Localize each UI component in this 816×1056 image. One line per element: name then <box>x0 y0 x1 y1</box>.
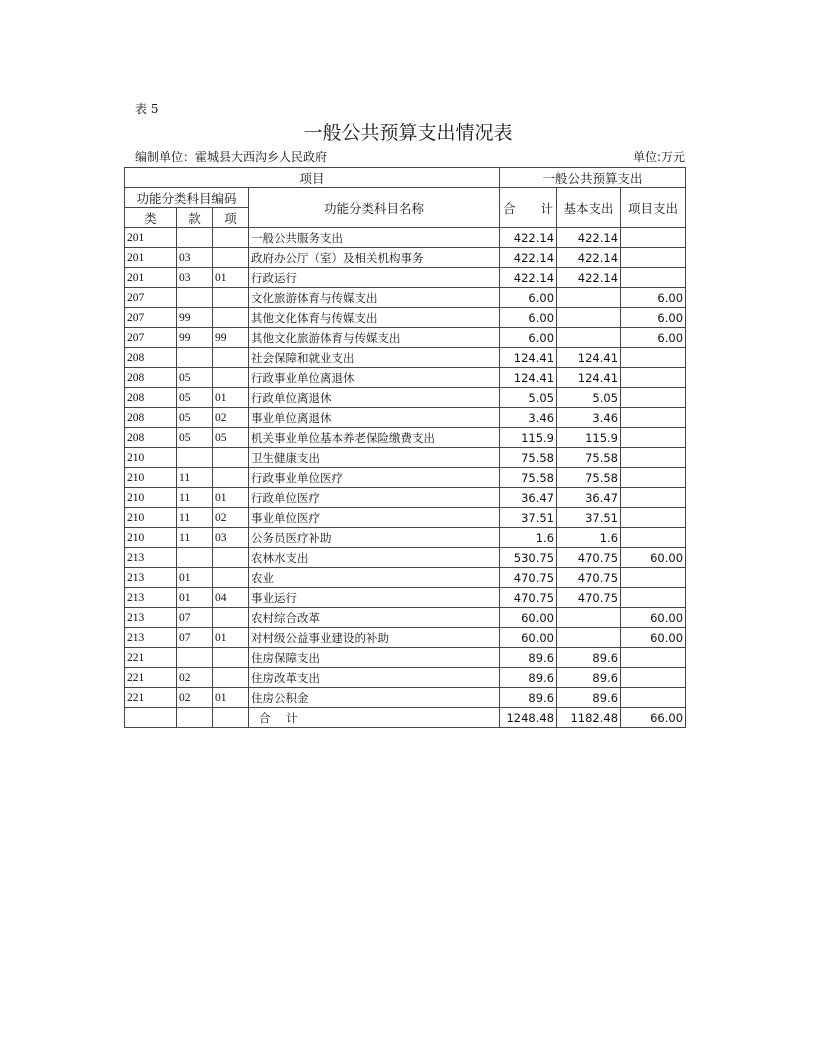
cell-basic: 422.14 <box>557 228 621 248</box>
cell-xiang <box>213 248 249 268</box>
cell-project: 66.00 <box>621 708 686 728</box>
cell-lei: 207 <box>125 308 177 328</box>
cell-xiang: 01 <box>213 688 249 708</box>
table-row <box>125 488 686 508</box>
header-budget: 一般公共预算支出 <box>500 168 686 188</box>
cell-project: 60.00 <box>621 608 686 628</box>
cell-kuan <box>177 648 213 668</box>
cell-name: 政府办公厅（室）及相关机构事务 <box>249 248 500 268</box>
cell-name: 行政单位离退休 <box>249 388 500 408</box>
compiling-org: 编制单位：霍城县大西沟乡人民政府 <box>135 150 328 164</box>
table-row <box>125 248 686 268</box>
cell-kuan: 03 <box>177 268 213 288</box>
table-row <box>125 348 686 368</box>
cell-total: 1.6 <box>500 528 557 548</box>
cell-project <box>621 488 686 508</box>
cell-basic: 1.6 <box>557 528 621 548</box>
header-lei: 类 <box>125 208 177 228</box>
header-code-group: 功能分类科目编码 <box>125 188 249 208</box>
cell-basic: 124.41 <box>557 368 621 388</box>
cell-total: 89.6 <box>500 668 557 688</box>
total-row <box>125 708 686 728</box>
cell-total: 89.6 <box>500 688 557 708</box>
cell-project <box>621 528 686 548</box>
cell-name: 农林水支出 <box>249 548 500 568</box>
table-body <box>125 228 686 728</box>
cell-name: 行政单位医疗 <box>249 488 500 508</box>
cell-basic: 422.14 <box>557 268 621 288</box>
cell-name: 其他文化体育与传媒支出 <box>249 308 500 328</box>
cell-name: 公务员医疗补助 <box>249 528 500 548</box>
cell-xiang <box>213 648 249 668</box>
cell-name: 农业 <box>249 568 500 588</box>
table-row <box>125 388 686 408</box>
cell-name: 事业单位离退休 <box>249 408 500 428</box>
cell-project <box>621 468 686 488</box>
cell-total: 60.00 <box>500 628 557 648</box>
cell-kuan: 02 <box>177 668 213 688</box>
cell-project <box>621 408 686 428</box>
cell-total: 115.9 <box>500 428 557 448</box>
cell-basic <box>557 308 621 328</box>
cell-lei: 208 <box>125 408 177 428</box>
cell-project <box>621 428 686 448</box>
cell-kuan <box>177 288 213 308</box>
cell-basic: 75.58 <box>557 468 621 488</box>
cell-lei <box>125 708 177 728</box>
cell-project <box>621 588 686 608</box>
cell-name: 行政事业单位医疗 <box>249 468 500 488</box>
cell-kuan <box>177 708 213 728</box>
cell-xiang: 01 <box>213 268 249 288</box>
cell-name: 文化旅游体育与传媒支出 <box>249 288 500 308</box>
cell-basic: 115.9 <box>557 428 621 448</box>
cell-name: 行政运行 <box>249 268 500 288</box>
cell-name: 其他文化旅游体育与传媒支出 <box>249 328 500 348</box>
cell-total: 124.41 <box>500 368 557 388</box>
cell-total: 3.46 <box>500 408 557 428</box>
cell-lei: 213 <box>125 608 177 628</box>
cell-project <box>621 388 686 408</box>
cell-total: 60.00 <box>500 608 557 628</box>
cell-name: 事业单位医疗 <box>249 508 500 528</box>
cell-project <box>621 448 686 468</box>
cell-project <box>621 248 686 268</box>
cell-total: 422.14 <box>500 248 557 268</box>
cell-project <box>621 668 686 688</box>
cell-xiang <box>213 448 249 468</box>
cell-kuan: 05 <box>177 368 213 388</box>
table-row <box>125 468 686 488</box>
cell-kuan: 99 <box>177 308 213 328</box>
cell-lei: 207 <box>125 328 177 348</box>
cell-lei: 201 <box>125 248 177 268</box>
table-row <box>125 288 686 308</box>
table-row <box>125 328 686 348</box>
cell-name: 农村综合改革 <box>249 608 500 628</box>
cell-lei: 221 <box>125 668 177 688</box>
cell-basic <box>557 328 621 348</box>
table-row <box>125 548 686 568</box>
cell-total: 422.14 <box>500 228 557 248</box>
table-row <box>125 568 686 588</box>
cell-lei: 213 <box>125 548 177 568</box>
cell-kuan <box>177 448 213 468</box>
cell-project <box>621 368 686 388</box>
cell-xiang: 04 <box>213 588 249 608</box>
cell-total: 470.75 <box>500 568 557 588</box>
header-kuan: 款 <box>177 208 213 228</box>
cell-project <box>621 268 686 288</box>
cell-lei: 208 <box>125 388 177 408</box>
table-row <box>125 508 686 528</box>
cell-name: 社会保障和就业支出 <box>249 348 500 368</box>
cell-basic: 124.41 <box>557 348 621 368</box>
page-title: 一般公共预算支出情况表 <box>303 122 513 144</box>
cell-lei: 221 <box>125 648 177 668</box>
cell-xiang: 01 <box>213 628 249 648</box>
cell-basic <box>557 608 621 628</box>
cell-kuan <box>177 228 213 248</box>
cell-kuan: 07 <box>177 628 213 648</box>
cell-total: 75.58 <box>500 448 557 468</box>
cell-kuan: 11 <box>177 528 213 548</box>
table-number: 表 5 <box>135 102 159 116</box>
table-row <box>125 608 686 628</box>
table-row <box>125 308 686 328</box>
cell-name: 对村级公益事业建设的补助 <box>249 628 500 648</box>
cell-project: 6.00 <box>621 308 686 328</box>
cell-xiang <box>213 708 249 728</box>
cell-basic: 470.75 <box>557 588 621 608</box>
table-row <box>125 268 686 288</box>
cell-lei: 213 <box>125 588 177 608</box>
cell-kuan: 99 <box>177 328 213 348</box>
cell-project <box>621 648 686 668</box>
cell-name: 住房公积金 <box>249 688 500 708</box>
cell-total: 89.6 <box>500 648 557 668</box>
cell-total: 75.58 <box>500 468 557 488</box>
cell-total: 6.00 <box>500 328 557 348</box>
cell-name: 合 计 <box>249 708 500 728</box>
cell-xiang: 05 <box>213 428 249 448</box>
cell-kuan: 05 <box>177 428 213 448</box>
cell-lei: 201 <box>125 228 177 248</box>
cell-basic: 470.75 <box>557 568 621 588</box>
cell-kuan: 01 <box>177 568 213 588</box>
cell-lei: 201 <box>125 268 177 288</box>
table-header <box>125 168 686 228</box>
cell-name: 住房保障支出 <box>249 648 500 668</box>
cell-total: 530.75 <box>500 548 557 568</box>
cell-basic: 36.47 <box>557 488 621 508</box>
cell-basic: 89.6 <box>557 688 621 708</box>
cell-lei: 210 <box>125 528 177 548</box>
table-row <box>125 448 686 468</box>
cell-project <box>621 568 686 588</box>
cell-xiang: 99 <box>213 328 249 348</box>
unit-label: 单位:万元 <box>632 150 685 164</box>
cell-lei: 221 <box>125 688 177 708</box>
header-basic: 基本支出 <box>557 188 621 228</box>
table-row <box>125 688 686 708</box>
table-row <box>125 588 686 608</box>
table-row <box>125 368 686 388</box>
cell-basic <box>557 288 621 308</box>
cell-name: 行政事业单位离退休 <box>249 368 500 388</box>
cell-basic: 5.05 <box>557 388 621 408</box>
cell-total: 470.75 <box>500 588 557 608</box>
table-row <box>125 668 686 688</box>
cell-lei: 207 <box>125 288 177 308</box>
table-row <box>125 528 686 548</box>
cell-kuan: 05 <box>177 388 213 408</box>
cell-xiang <box>213 568 249 588</box>
cell-xiang <box>213 348 249 368</box>
cell-kuan: 11 <box>177 488 213 508</box>
cell-xiang <box>213 368 249 388</box>
cell-total: 6.00 <box>500 308 557 328</box>
cell-kuan: 11 <box>177 468 213 488</box>
cell-project <box>621 688 686 708</box>
cell-basic: 3.46 <box>557 408 621 428</box>
cell-lei: 210 <box>125 468 177 488</box>
cell-basic: 37.51 <box>557 508 621 528</box>
cell-basic: 470.75 <box>557 548 621 568</box>
cell-xiang: 02 <box>213 508 249 528</box>
table-row <box>125 628 686 648</box>
cell-kuan <box>177 348 213 368</box>
cell-name: 住房改革支出 <box>249 668 500 688</box>
cell-project: 6.00 <box>621 328 686 348</box>
cell-basic: 422.14 <box>557 248 621 268</box>
header-project: 项目支出 <box>621 188 686 228</box>
cell-total: 1248.48 <box>500 708 557 728</box>
cell-kuan: 11 <box>177 508 213 528</box>
cell-project <box>621 348 686 368</box>
cell-xiang: 02 <box>213 408 249 428</box>
header-name: 功能分类科目名称 <box>249 188 500 228</box>
cell-lei: 210 <box>125 508 177 528</box>
table-row <box>125 428 686 448</box>
cell-xiang <box>213 548 249 568</box>
cell-lei: 208 <box>125 368 177 388</box>
cell-lei: 210 <box>125 488 177 508</box>
cell-project <box>621 508 686 528</box>
cell-project: 6.00 <box>621 288 686 308</box>
cell-total: 37.51 <box>500 508 557 528</box>
cell-kuan <box>177 548 213 568</box>
cell-xiang <box>213 308 249 328</box>
cell-lei: 210 <box>125 448 177 468</box>
cell-basic: 75.58 <box>557 448 621 468</box>
cell-xiang <box>213 468 249 488</box>
header-item: 项目 <box>125 168 500 188</box>
cell-lei: 208 <box>125 428 177 448</box>
cell-xiang: 01 <box>213 388 249 408</box>
cell-total: 124.41 <box>500 348 557 368</box>
cell-kuan: 05 <box>177 408 213 428</box>
cell-lei: 213 <box>125 628 177 648</box>
header-total: 合 计 <box>500 188 557 228</box>
cell-project: 60.00 <box>621 548 686 568</box>
cell-kuan: 01 <box>177 588 213 608</box>
table-row <box>125 648 686 668</box>
cell-project <box>621 228 686 248</box>
cell-name: 机关事业单位基本养老保险缴费支出 <box>249 428 500 448</box>
cell-total: 36.47 <box>500 488 557 508</box>
cell-basic: 89.6 <box>557 668 621 688</box>
cell-xiang <box>213 228 249 248</box>
cell-xiang: 03 <box>213 528 249 548</box>
cell-xiang <box>213 668 249 688</box>
table-row <box>125 408 686 428</box>
cell-kuan: 03 <box>177 248 213 268</box>
cell-total: 5.05 <box>500 388 557 408</box>
cell-basic <box>557 628 621 648</box>
header-xiang: 项 <box>213 208 249 228</box>
cell-xiang <box>213 288 249 308</box>
cell-name: 事业运行 <box>249 588 500 608</box>
cell-name: 一般公共服务支出 <box>249 228 500 248</box>
cell-kuan: 07 <box>177 608 213 628</box>
cell-project: 60.00 <box>621 628 686 648</box>
cell-lei: 213 <box>125 568 177 588</box>
cell-kuan: 02 <box>177 688 213 708</box>
cell-total: 6.00 <box>500 288 557 308</box>
cell-total: 422.14 <box>500 268 557 288</box>
cell-basic: 1182.48 <box>557 708 621 728</box>
cell-xiang: 01 <box>213 488 249 508</box>
table-row <box>125 228 686 248</box>
cell-basic: 89.6 <box>557 648 621 668</box>
budget-table <box>124 167 686 728</box>
cell-name: 卫生健康支出 <box>249 448 500 468</box>
cell-xiang <box>213 608 249 628</box>
cell-lei: 208 <box>125 348 177 368</box>
